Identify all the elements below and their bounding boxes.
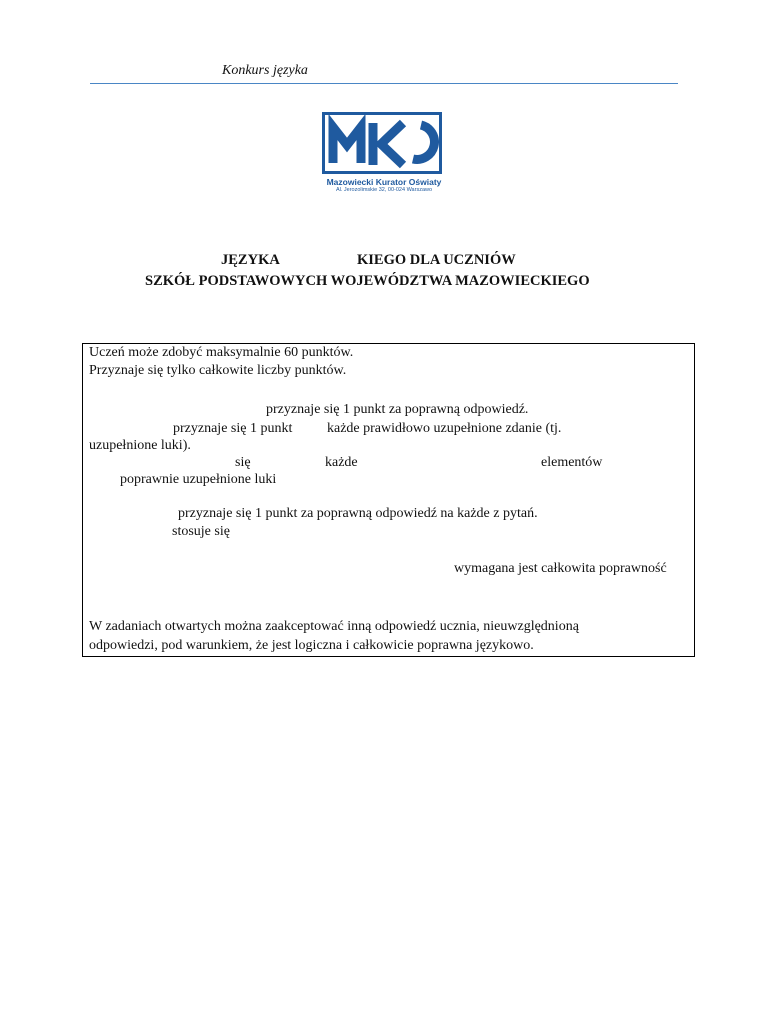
running-header: Konkurs języka — [222, 63, 308, 78]
header-divider — [90, 83, 678, 84]
rule-whole-points: Przyznaje się tylko całkowite liczby punktów. — [89, 363, 347, 378]
logo-mark — [322, 112, 442, 174]
rule-full-correctness: wymagana jest całkowita poprawność — [454, 561, 667, 576]
logo-name: Mazowiecki Kurator Oświaty — [326, 177, 442, 187]
rule-applies: stosuje się — [172, 524, 230, 539]
logo-address: Al. Jerozolimskie 32, 00-024 Warszawo — [335, 187, 433, 193]
mko-logo — [322, 112, 446, 194]
rule-filled-gaps: uzupełnione luki). — [89, 438, 191, 453]
rule-elementow: elementów — [541, 455, 603, 470]
rule-open-tasks-2: odpowiedzi, pod warunkiem, że jest logiczna i całkowicie poprawna językowo. — [89, 638, 534, 653]
rule-each-sentence: każde prawidłowo uzupełnione zdanie (tj. — [327, 421, 562, 436]
rule-open-tasks-1: W zadaniach otwartych można zaakceptować inną odpowiedź ucznia, nieuwzględnioną — [89, 619, 579, 634]
rule-point: przyznaje się 1 punkt — [173, 421, 293, 436]
title-line1-part2: KIEGO DLA UCZNIÓW — [357, 252, 516, 268]
rule-correct-answer: przyznaje się 1 punkt za poprawną odpowiedź. — [266, 402, 529, 417]
rule-correct-gaps: poprawnie uzupełnione luki — [120, 472, 277, 487]
rule-each-question: przyznaje się 1 punkt za poprawną odpowiedź na każde z pytań. — [178, 506, 538, 521]
scoring-rules-box — [82, 343, 695, 657]
rule-kazde: każde — [325, 455, 358, 470]
title-line1-part1: JĘZYKA — [221, 252, 280, 268]
title-line2: SZKÓŁ PODSTAWOWYCH WOJEWÓDZTWA MAZOWIECKIEGO — [145, 273, 590, 289]
rule-max-points: Uczeń może zdobyć maksymalnie 60 punktów. — [89, 345, 354, 360]
mko-logo-icon — [325, 115, 439, 171]
rule-sie: się — [235, 455, 251, 470]
